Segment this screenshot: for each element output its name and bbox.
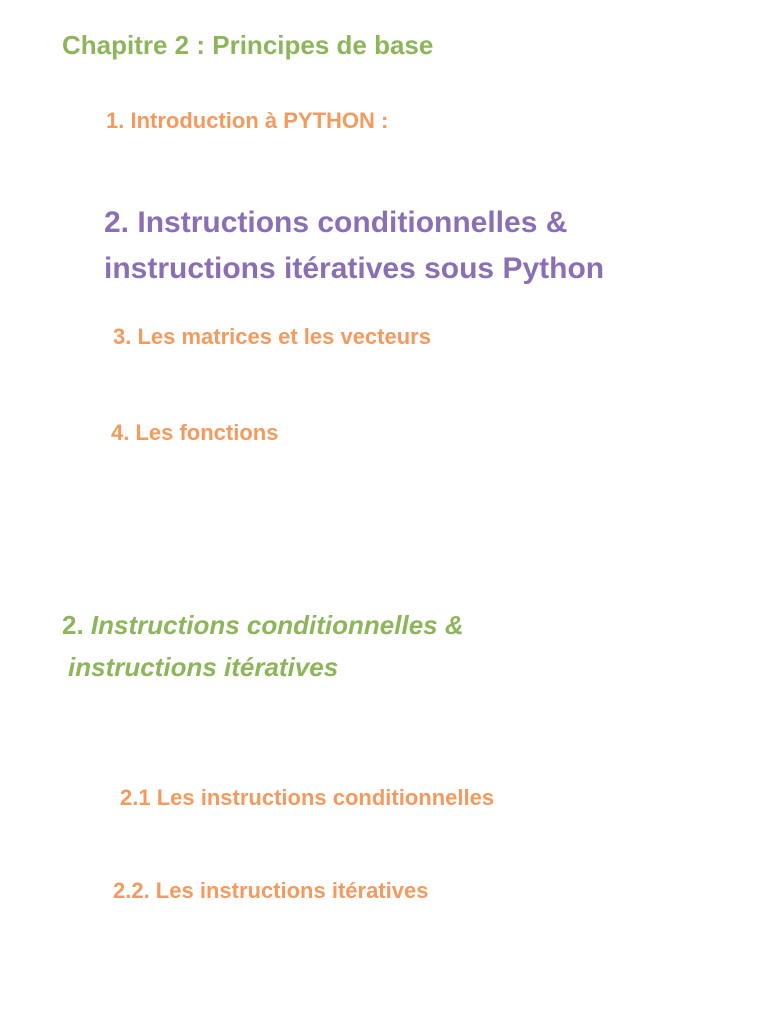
toc-item-instructions-current bbox=[104, 200, 604, 292]
toc-item-instructions-line1: 2. Instructions conditionnelles & bbox=[104, 206, 568, 239]
subsection-iteratives: 2.2. Les instructions itératives bbox=[113, 878, 429, 903]
subsection-conditionnelles: 2.1 Les instructions conditionnelles bbox=[120, 785, 495, 810]
toc-item-introduction: 1. Introduction à PYTHON : bbox=[106, 108, 389, 133]
section-number: 2. bbox=[62, 610, 84, 640]
section-title-line1: Instructions conditionnelles & bbox=[90, 610, 464, 640]
toc-item-instructions-line2: instructions itératives sous Python bbox=[104, 252, 605, 285]
toc-item-fonctions: 4. Les fonctions bbox=[111, 420, 279, 445]
chapter-title: Chapitre 2 : Principes de base bbox=[62, 30, 434, 60]
section-heading bbox=[62, 604, 464, 688]
toc-item-matrices: 3. Les matrices et les vecteurs bbox=[113, 324, 431, 349]
section-title-line2: instructions itératives bbox=[68, 652, 339, 682]
